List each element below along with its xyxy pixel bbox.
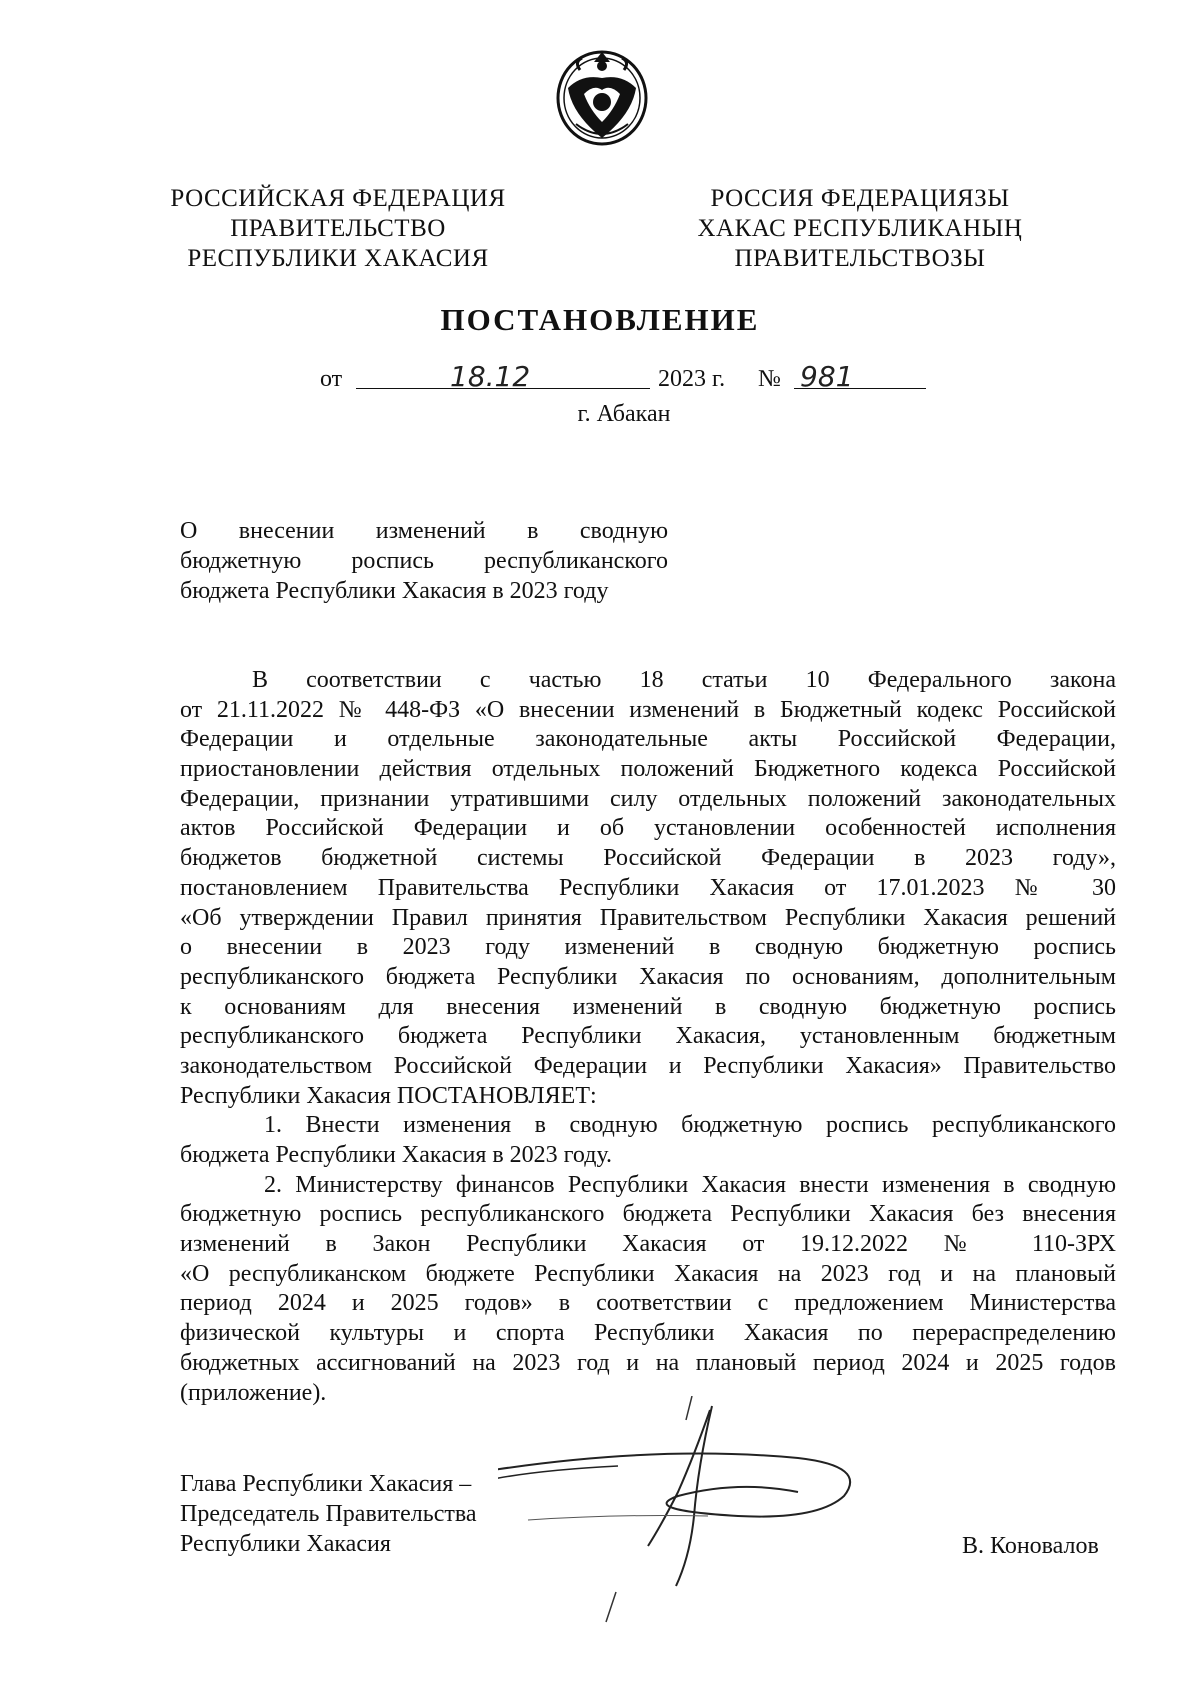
header-right-line-1: РОССИЯ ФЕДЕРАЦИЯЗЫ bbox=[710, 185, 1010, 212]
header-left-line-3: РЕСПУБЛИКИ ХАКАСИЯ bbox=[187, 245, 489, 272]
body-line: В соответствии с частью 18 статьи 10 Федерального закона bbox=[252, 667, 1116, 693]
body-line: «Об утверждении Правил принятия Правительством Республики Хакасия решений bbox=[180, 904, 1116, 931]
position-line-2: Председатель Правительства bbox=[180, 1501, 477, 1527]
body-line: постановлением Правительства Республики Хакасия от 17.01.2023 № 30 bbox=[180, 874, 1116, 901]
body-line: к основаниям для внесения изменений в сводную бюджетную роспись bbox=[180, 993, 1116, 1020]
subject-line-2: бюджетную роспись республиканского bbox=[180, 548, 668, 574]
body-line: от 21.11.2022 № 448-ФЗ «О внесении изменений в Бюджетный кодекс Российской bbox=[180, 696, 1116, 723]
body-line: «О республиканском бюджете Республики Хакасия на 2023 год и на плановый bbox=[180, 1260, 1116, 1287]
body-line: республиканского бюджета Республики Хакасия, установленным бюджетным bbox=[180, 1023, 1116, 1050]
subject-line-3: бюджета Республики Хакасия в 2023 году bbox=[180, 578, 609, 604]
body-line: законодательством Российской Федерации и Республики Хакасия» Правительство bbox=[180, 1052, 1116, 1079]
body-line: о внесении в 2023 году изменений в сводную бюджетную роспись bbox=[180, 934, 1116, 961]
body-line: Республики Хакасия ПОСТАНОВЛЯЕТ: bbox=[180, 1082, 597, 1109]
header-right-block bbox=[695, 184, 1025, 274]
body-line: период 2024 и 2025 годов» в соответствии с предложением Министерства bbox=[180, 1290, 1116, 1317]
header-right-line-3: ПРАВИТЕЛЬСТВОЗЫ bbox=[734, 245, 986, 272]
body-line: физической культуры и спорта Республики Хакасия по перераспределению bbox=[180, 1320, 1116, 1347]
body-line: 2. Министерству финансов Республики Хакасия внести изменения в сводную bbox=[264, 1171, 1116, 1198]
body-line: 1. Внести изменения в сводную бюджетную роспись республиканского bbox=[264, 1112, 1116, 1139]
body-line: бюджета Республики Хакасия в 2023 году. bbox=[180, 1142, 613, 1168]
handwritten-signature bbox=[498, 1396, 938, 1626]
position-line-3: Республики Хакасия bbox=[180, 1531, 391, 1557]
body-line: актов Российской Федерации и об установлении особенностей исполнения bbox=[180, 815, 1116, 842]
body-line: приостановлении действия отдельных положений Бюджетного кодекса Российской bbox=[180, 756, 1116, 783]
body-line: бюджетов бюджетной системы Российской Федерации в 2023 году», bbox=[180, 845, 1116, 872]
body-line: Федерации, признании утратившими силу отдельных положений законодательных bbox=[180, 785, 1116, 812]
header-left-line-1: РОССИЙСКАЯ ФЕДЕРАЦИЯ bbox=[170, 185, 506, 212]
city-name: г. Абакан bbox=[577, 401, 671, 427]
body-line: (приложение). bbox=[180, 1379, 327, 1406]
body-line: бюджетных ассигнований на 2023 год и на плановый период 2024 и 2025 годов bbox=[180, 1349, 1116, 1376]
body-line: республиканского бюджета Республики Хакасия по основаниям, дополнительным bbox=[180, 963, 1116, 990]
date-prefix: от bbox=[320, 366, 343, 392]
number-sign: № bbox=[758, 366, 781, 392]
body-line: бюджетную роспись республиканского бюджета Республики Хакасия без внесения bbox=[180, 1201, 1116, 1228]
coat-of-arms-emblem bbox=[554, 44, 650, 148]
handwritten-date: 18.12 bbox=[450, 360, 531, 393]
document-title: ПОСТАНОВЛЕНИЕ bbox=[440, 302, 760, 337]
document-body bbox=[180, 666, 1116, 1408]
signatory-position bbox=[180, 1469, 477, 1559]
body-line: изменений в Закон Республики Хакасия от 19.12.2022 № 110-ЗРХ bbox=[180, 1231, 1116, 1258]
body-line: Федерации и отдельные законодательные акты Российской Федерации, bbox=[180, 726, 1116, 753]
header-left-line-2: ПРАВИТЕЛЬСТВО bbox=[230, 215, 446, 242]
header-right-line-2: ХАКАС РЕСПУБЛИКАНЫҢ bbox=[697, 215, 1023, 242]
date-year: 2023 г. bbox=[658, 366, 726, 392]
handwritten-number: 981 bbox=[800, 360, 854, 393]
position-line-1: Глава Республики Хакасия – bbox=[180, 1471, 472, 1497]
signatory-name: В. Коновалов bbox=[962, 1533, 1099, 1559]
subject-line-1: О внесении изменений в сводную bbox=[180, 518, 668, 544]
header-left-block bbox=[168, 184, 508, 274]
document-subject bbox=[180, 516, 668, 606]
